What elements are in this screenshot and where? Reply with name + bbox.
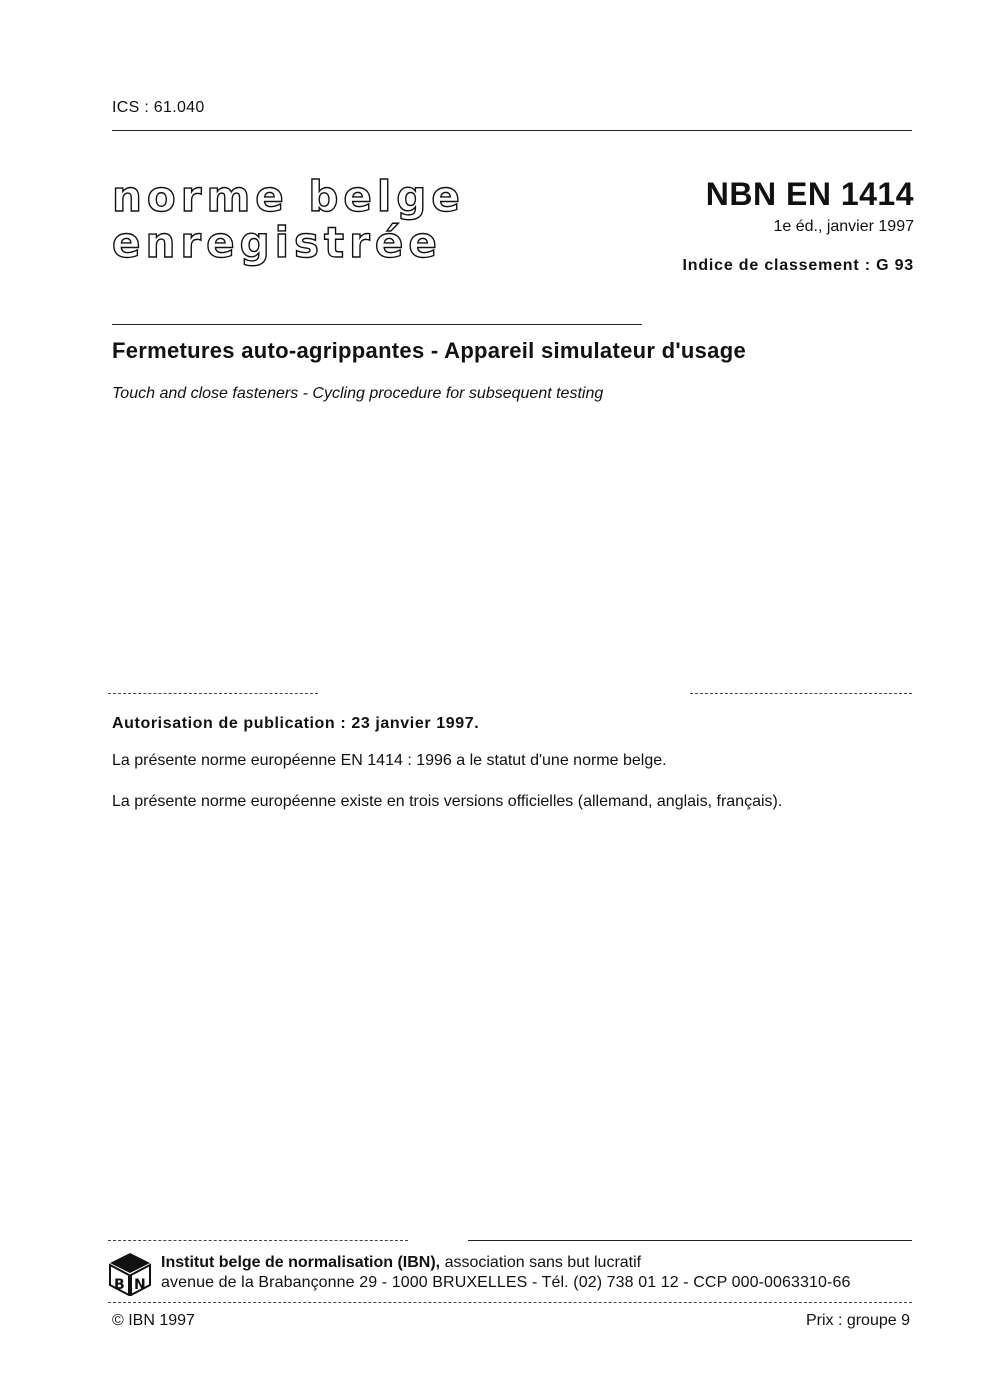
institute-address: avenue de la Brabançonne 29 - 1000 BRUXELLES - Tél. (02) 738 01 12 - CCP 000-0063310-66: [161, 1274, 851, 1291]
body-divider-left: [108, 693, 318, 694]
classification-index: Indice de classement : G 93: [682, 257, 914, 274]
institute-line: [161, 1254, 641, 1272]
svg-text:N: N: [134, 1277, 146, 1293]
title-divider: [112, 324, 642, 325]
institute-description: association sans but lucratif: [440, 1254, 642, 1271]
ics-code: ICS : 61.040: [112, 99, 205, 116]
versions-paragraph: La présente norme européenne existe en trois versions officielles (allemand, anglais, français).: [112, 793, 783, 810]
ibn-logo-icon: [108, 1252, 152, 1296]
footer-divider-right: [468, 1240, 912, 1241]
document-title-french: Fermetures auto-agrippantes - Appareil simulateur d'usage: [112, 338, 746, 363]
publication-authorisation: Autorisation de publication : 23 janvier 1997.: [112, 715, 480, 732]
svg-text:B: B: [114, 1277, 125, 1293]
body-divider-right: [690, 693, 912, 694]
edition-date: 1e éd., janvier 1997: [773, 218, 914, 235]
standard-code: NBN EN 1414: [705, 176, 914, 212]
status-paragraph: La présente norme européenne EN 1414 : 1996 a le statut d'une norme belge.: [112, 752, 667, 769]
price-group: Prix : groupe 9: [805, 1312, 910, 1329]
bottom-divider: [108, 1302, 912, 1303]
document-title-english: Touch and close fasteners - Cycling procedure for subsequent testing: [112, 385, 604, 402]
institute-name: Institut belge de normalisation (IBN),: [161, 1254, 441, 1271]
brand-title-line2: enregistrée: [112, 218, 442, 267]
copyright: © IBN 1997: [112, 1312, 195, 1329]
top-divider: [112, 130, 912, 131]
brand-title-line1: norme belge: [112, 172, 465, 221]
footer-divider-left: [108, 1240, 408, 1241]
